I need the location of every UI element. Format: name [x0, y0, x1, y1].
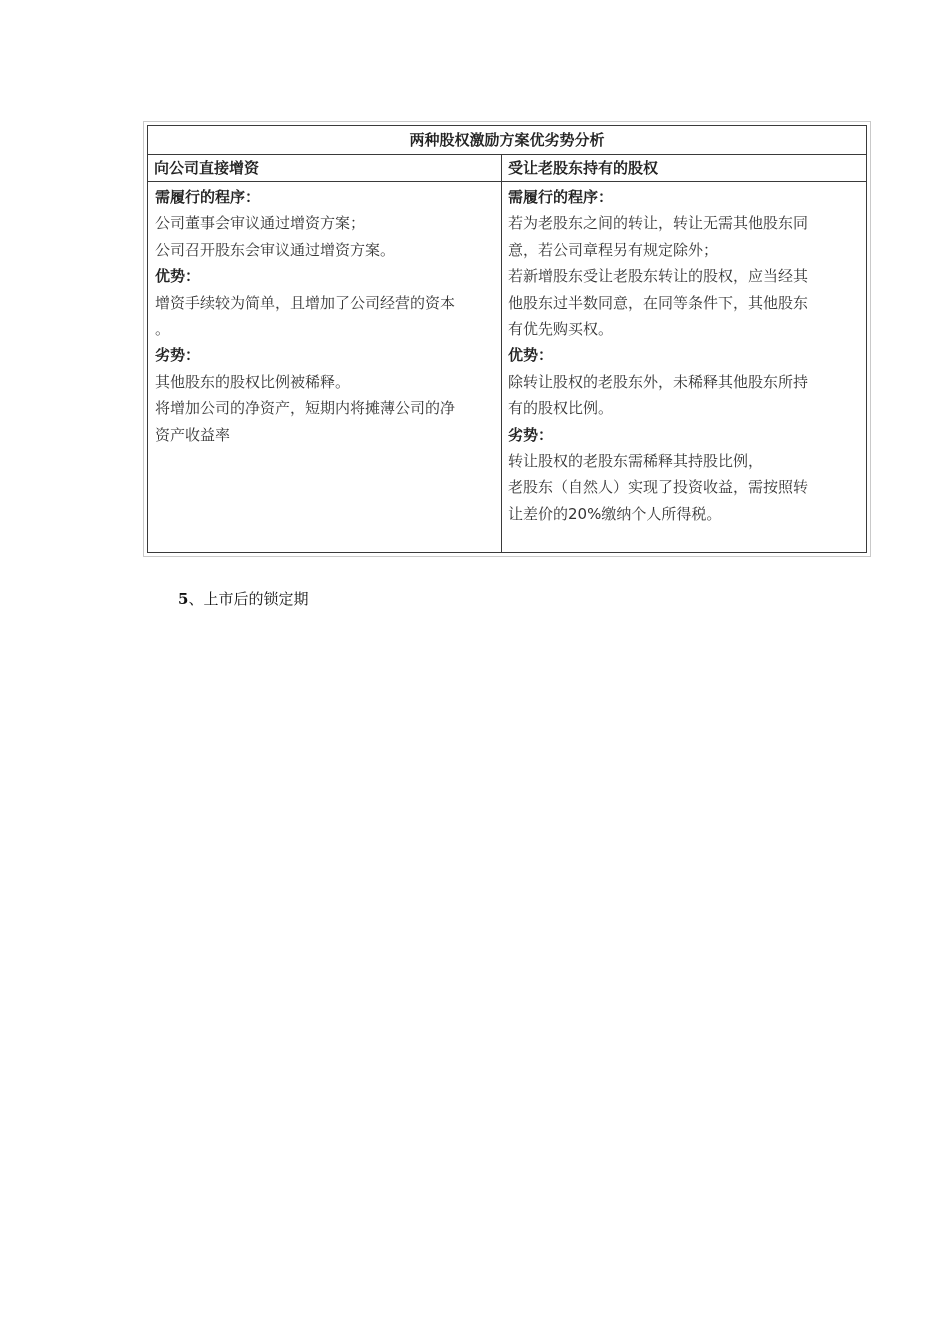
detail-line: 转让股权的老股东需稀释其持股比例， [508, 452, 764, 471]
share-transfer-details [508, 184, 848, 527]
detail-line: 有的股权比例。 [508, 399, 614, 418]
header-direct-capital-increase: 向公司直接增资 [154, 159, 260, 177]
detail-line: 将增加公司的净资产，短期内将摊薄公司的净 [155, 399, 456, 418]
section-label: 劣势： [508, 425, 554, 444]
detail-line: 资产收益率 [155, 425, 231, 444]
detail-line: 其他股东的股权比例被稀释。 [155, 372, 351, 391]
section-number: 5 [178, 590, 189, 608]
section-separator: 、 [188, 590, 204, 608]
section-label: 需履行的程序： [155, 188, 261, 206]
detail-line: 。 [155, 320, 171, 339]
section-title: 上市后的锁定期 [203, 590, 309, 608]
table-header-row [148, 155, 866, 182]
header-share-transfer: 受让老股东持有的股权 [508, 159, 659, 177]
detail-line: 公司召开股东会审议通过增资方案。 [155, 240, 396, 259]
comparison-table [147, 125, 867, 553]
detail-line: 让差价的20%缴纳个人所得税。 [508, 504, 722, 523]
detail-line: 增资手续较为简单，且增加了公司经营的资本 [155, 293, 456, 312]
detail-line: 公司董事会审议通过增资方案； [155, 214, 366, 233]
detail-line: 有优先购买权。 [508, 320, 614, 339]
detail-line: 若新增股东受让老股东转让的股权，应当经其 [508, 267, 809, 286]
detail-line: 老股东（自然人）实现了投资收益，需按照转 [508, 478, 809, 497]
section-label: 优势： [155, 267, 201, 286]
section-label: 需履行的程序： [508, 188, 614, 206]
section-heading-lockup-period [178, 588, 308, 609]
table-title: 两种股权激励方案优劣势分析 [148, 126, 866, 155]
column-divider [501, 155, 502, 552]
direct-capital-increase-details [155, 184, 495, 448]
detail-line: 意，若公司章程另有规定除外； [508, 240, 719, 259]
detail-line: 除转让股权的老股东外，未稀释其他股东所持 [508, 372, 809, 391]
detail-line: 若为老股东之间的转让，转让无需其他股东同 [508, 214, 809, 233]
detail-line: 他股东过半数同意，在同等条件下，其他股东 [508, 293, 809, 312]
section-label: 劣势： [155, 346, 201, 365]
section-label: 优势： [508, 346, 554, 365]
comparison-table-image [143, 121, 871, 557]
